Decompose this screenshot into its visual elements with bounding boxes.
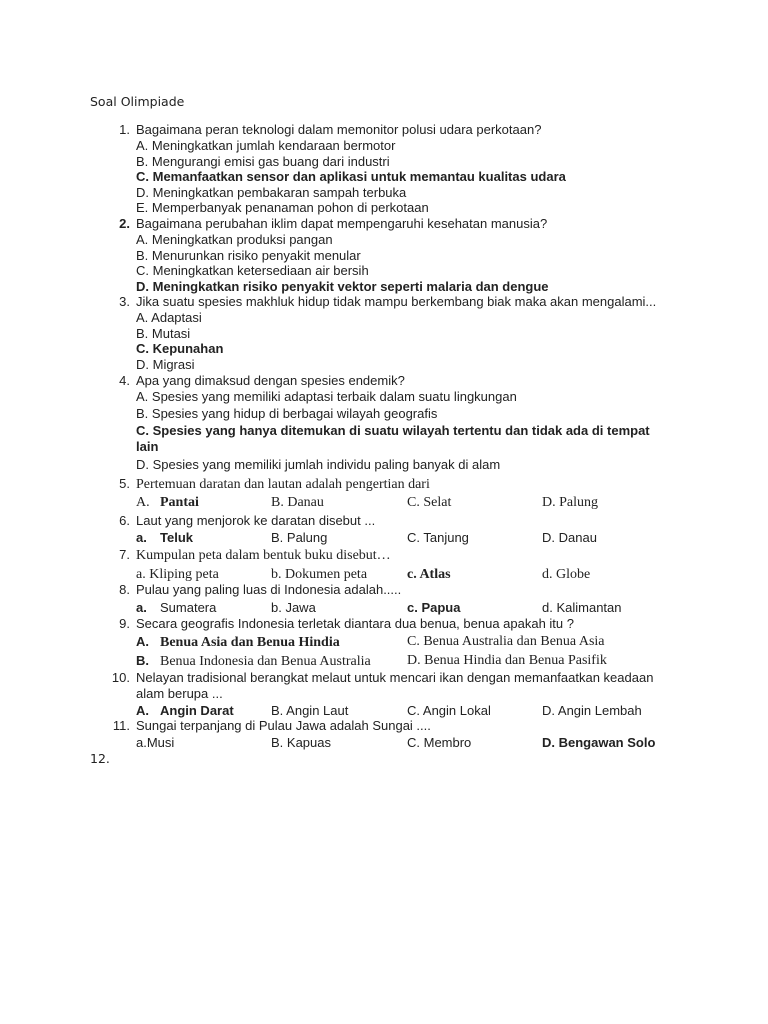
option-d: D. Danau [542,530,597,545]
question-number: 8. [119,582,130,597]
option-c-answer: c. Atlas [407,567,451,582]
question-1 [110,122,670,216]
option-d: D. Palung [542,495,598,510]
question-text: Nelayan tradisional berangkat melaut untuk mencari ikan dengan memanfaatkan keadaan alam berupa ... [136,670,654,701]
option-d: d. Globe [542,567,591,582]
question-number: 2. [119,216,130,231]
question-text: Pulau yang paling luas di Indonesia adalah..... [136,582,402,597]
option-e: E. Memperbanyak penanaman pohon di perkotaan [136,200,429,216]
question-text: Bagaimana perubahan iklim dapat mempengaruhi kesehatan manusia? [136,216,548,231]
question-number: 4. [119,373,130,388]
option-b: B. Danau [271,495,324,510]
question-10 [110,670,670,719]
question-number: 6. [119,513,130,528]
option-c: C. Angin Lokal [407,703,491,718]
question-number: 7. [119,547,130,562]
question-3 [110,294,670,372]
question-text: Sungai terpanjang di Pulau Jawa adalah Sungai .... [136,718,431,733]
question-11 [110,718,670,751]
question-text: Kumpulan peta dalam bentuk buku disebut… [136,548,391,563]
option-b: b. Jawa [271,600,316,615]
option-c: C. Meningkatkan ketersediaan air bersih [136,263,369,279]
option-a: A. Adaptasi [136,310,202,325]
option-c: C. Benua Australia dan Benua Asia [407,634,605,649]
option-b: B. Mutasi [136,325,191,341]
option-a-answer: A. Angin Darat [136,703,234,718]
question-text: Bagaimana peran teknologi dalam memonitor polusi udara perkotaan? [136,122,542,137]
option-a-answer: a. Teluk [136,530,193,545]
option-a-answer: A. Pantai [136,495,199,510]
question-5 [110,476,670,511]
option-a: a. Sumatera [136,600,217,615]
option-c: C. Tanjung [407,530,469,545]
question-2 [110,216,670,294]
option-a: a. Kliping peta [136,567,219,582]
option-b: B. Spesies yang hidup di berbagai wilayah geografis [136,405,438,421]
option-d: D. Benua Hindia dan Benua Pasifik [407,653,607,668]
option-d: d. Kalimantan [542,600,622,615]
option-c-answer: C. Memanfaatkan sensor dan aplikasi untuk memantau kualitas udara [136,169,566,185]
question-text: Secara geografis Indonesia terletak diantara dua benua, benua apakah itu ? [136,616,574,631]
question-4 [110,373,670,473]
option-c: C. Membro [407,735,472,750]
option-b: b. Dokumen peta [271,567,368,582]
question-8 [110,582,670,616]
option-a: A. Spesies yang memiliki adaptasi terbaik dalam suatu lingkungan [136,389,517,404]
option-b: B. Angin Laut [271,703,349,718]
option-d-answer: D. Meningkatkan risiko penyakit vektor seperti malaria dan dengue [136,278,549,294]
option-b: B. Benua Indonesia dan Benua Australia [136,653,371,669]
question-text: Jika suatu spesies makhluk hidup tidak mampu berkembang biak maka akan mengalami... [136,294,657,309]
option-d-answer: D. Bengawan Solo [542,735,656,750]
option-c-answer: C. Kepunahan [136,341,224,357]
option-d: D. Migrasi [136,356,195,372]
option-a: A. Meningkatkan jumlah kendaraan bermotor [136,138,396,153]
question-text: Apa yang dimaksud dengan spesies endemik? [136,373,405,388]
option-c-answer: c. Papua [407,600,461,615]
option-c-answer: C. Spesies yang hanya ditemukan di suatu wilayah tertentu dan tidak ada di tempat lain [136,423,650,455]
question-7 [110,547,670,583]
option-d: D. Spesies yang memiliki jumlah individu paling banyak di alam [136,457,501,473]
option-b: B. Mengurangi emisi gas buang dari industri [136,153,390,169]
question-number: 9. [119,616,130,631]
option-a-answer: A. Benua Asia dan Benua Hindia [136,634,340,650]
option-a: a.Musi [136,735,175,750]
question-9 [110,616,670,669]
question-number: 10. [111,670,130,685]
question-12-number: 12. [90,751,110,766]
option-d: D. Angin Lembah [542,703,642,718]
option-b: B. Kapuas [271,735,331,750]
question-number: 5. [119,476,130,491]
option-c: C. Selat [407,495,452,510]
question-number: 3. [119,294,130,309]
option-a: A. Meningkatkan produksi pangan [136,232,333,247]
option-d: D. Meningkatkan pembakaran sampah terbuka [136,184,407,200]
question-number: 1. [119,122,130,137]
option-b: B. Palung [271,530,328,545]
question-text: Pertemuan daratan dan lautan adalah pengertian dari [136,477,430,492]
option-b: B. Menurunkan risiko penyakit menular [136,247,361,263]
document-title: Soal Olimpiade [90,94,185,109]
question-number: 11. [112,718,130,733]
question-6 [110,513,670,546]
question-text: Laut yang menjorok ke daratan disebut ... [136,513,376,528]
